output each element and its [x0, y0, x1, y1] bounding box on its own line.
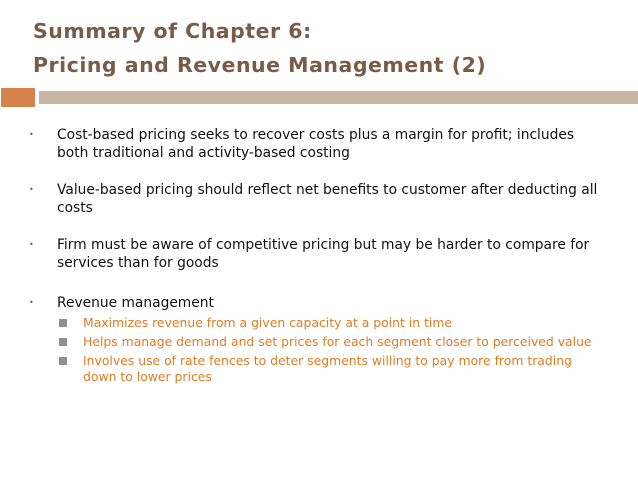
- title-line-1: Summary of Chapter 6:: [33, 19, 312, 43]
- sub-bullet-item: [55, 315, 599, 331]
- bullet-dot-icon: •: [29, 185, 34, 194]
- bullet-item: [29, 294, 599, 312]
- bullet-dot-icon: •: [29, 130, 34, 139]
- bullet-item: [29, 236, 599, 272]
- bullet-dot-icon: •: [29, 240, 34, 249]
- sub-bullet-text: Helps manage demand and set prices for each segment closer to perceived value: [83, 334, 592, 349]
- bullet-text: Firm must be aware of competitive pricing but may be harder to compare for services than for goods: [57, 237, 590, 271]
- sub-bullet-text: Involves use of rate fences to deter segments willing to pay more from trading down to lower prices: [83, 353, 572, 384]
- bullet-dot-icon: •: [29, 298, 34, 307]
- bullet-text: Cost-based pricing seeks to recover costs plus a margin for profit; includes both traditional and activity-based costing: [57, 127, 575, 161]
- sub-bullet-item: [55, 353, 599, 385]
- bullet-text: Revenue management: [57, 295, 214, 311]
- sub-bullet-item: [55, 334, 599, 350]
- bullet-item: [29, 181, 599, 217]
- title-divider-bar: [39, 91, 638, 104]
- bullet-text: Value-based pricing should reflect net benefits to customer after deducting all costs: [57, 182, 598, 216]
- slide-title: [33, 14, 486, 82]
- title-line-2: Pricing and Revenue Management (2): [33, 53, 487, 77]
- slide-body: [29, 126, 599, 385]
- square-bullet-icon: [59, 319, 67, 327]
- square-bullet-icon: [59, 338, 67, 346]
- bullet-item: [29, 126, 599, 162]
- square-bullet-icon: [59, 357, 67, 365]
- title-accent-bar: [1, 88, 35, 107]
- sub-bullet-text: Maximizes revenue from a given capacity at a point in time: [83, 315, 453, 330]
